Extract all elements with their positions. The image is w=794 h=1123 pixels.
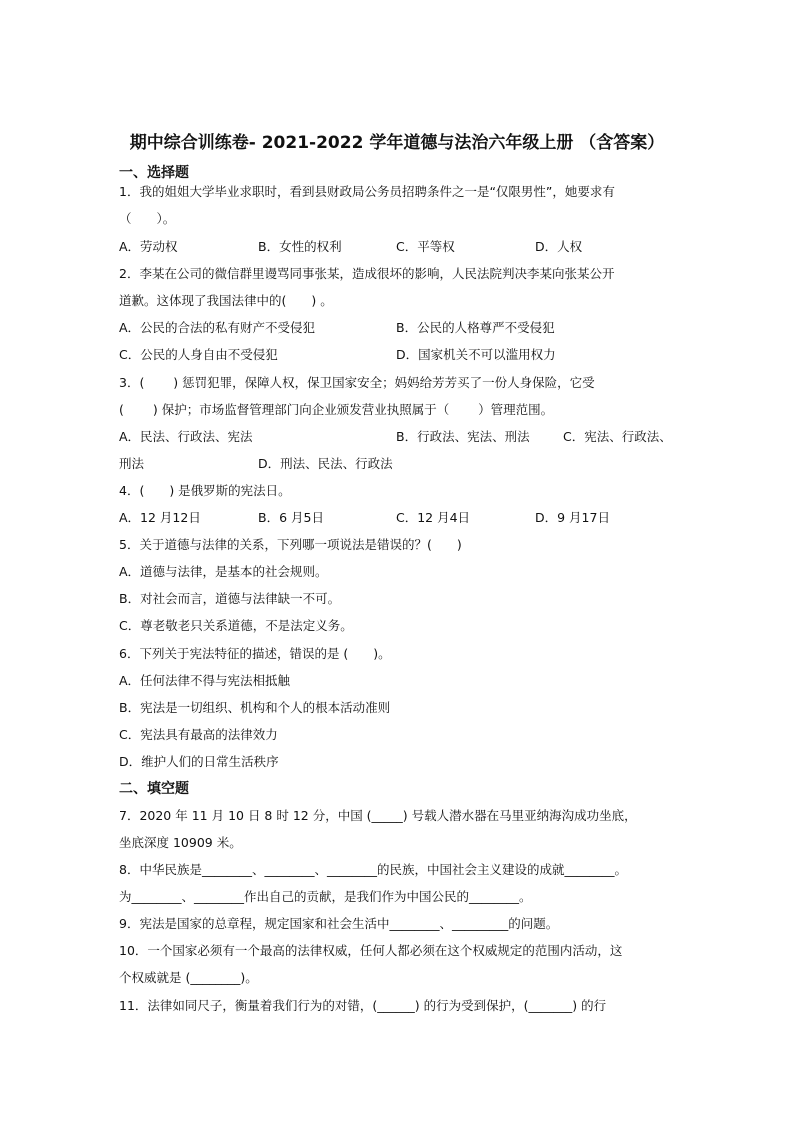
question-5-option-b: B．对社会而言，道德与法律缺一不可。 [119, 591, 341, 606]
question-2-option-d: D．国家机关不可以滥用权力 [396, 347, 556, 362]
question-3-option-d: D．刑法、民法、行政法 [258, 456, 393, 471]
question-10-line-1: 10．一个国家必须有一个最高的法律权威，任何人都必须在这个权威规定的范围内活动，这 [119, 943, 623, 958]
question-4-option-b: B．6 月5日 [258, 510, 324, 525]
question-4-option-c: C．12 月4日 [396, 510, 471, 525]
question-2-line-1: 2．李某在公司的微信群里谩骂同事张某，造成很坏的影响，人民法院判决李某向张某公开 [119, 266, 615, 281]
question-6-option-c: C．宪法具有最高的法律效力 [119, 727, 278, 742]
question-1-line-1: 1．我的姐姐大学毕业求职时，看到县财政局公务员招聘条件之一是“仅限男性”，她要求有 [119, 184, 615, 199]
question-3-option-a: A．民法、行政法、宪法 [119, 429, 253, 444]
question-2-option-b: B．公民的人格尊严不受侵犯 [396, 320, 555, 335]
question-9-line-1: 9．宪法是国家的总章程，规定国家和社会生活中________、_________的问题。 [119, 916, 559, 931]
question-8-line-1: 8．中华民族是________、________、________的民族，中国社会主义建设的成就________。 [119, 862, 627, 877]
question-8-line-2: 为________、________作出自己的贡献，是我们作为中国公民的________。 [119, 889, 532, 904]
section-fill-heading: 二、填空题 [119, 781, 189, 797]
question-5-option-c: C．尊老敬老只关系道德，不是法定义务。 [119, 618, 353, 633]
question-2-line-2: 道歉。这体现了我国法律中的( ) 。 [119, 293, 333, 308]
question-1-option-c: C．平等权 [396, 239, 455, 254]
question-1-option-d: D．人权 [535, 239, 583, 254]
exam-title: 期中综合训练卷- 2021-2022 学年道德与法治六年级上册 （含答案） [129, 133, 665, 153]
question-4-option-a: A．12 月12日 [119, 510, 201, 525]
question-1-line-2: （ ）。 [119, 211, 176, 226]
question-3-line-1: 3．( ) 惩罚犯罪，保障人权，保卫国家安全；妈妈给芳芳买了一份人身保险，它受 [119, 375, 595, 390]
question-3-line-2: ( ) 保护；市场监督管理部门向企业颁发营业执照属于（ ）管理范围。 [119, 402, 554, 417]
question-1-option-a: A．劳动权 [119, 239, 178, 254]
question-5-option-a: A．道德与法律，是基本的社会规则。 [119, 564, 328, 579]
question-7-line-1: 7．2020 年 11 月 10 日 8 时 12 分，中国 (_____) 号载人潜水器在马里亚纳海沟成功坐底， [119, 808, 637, 823]
question-6-line-1: 6．下列关于宪法特征的描述，错误的是 ( )。 [119, 646, 391, 661]
question-3-option-c-cont: 刑法 [119, 456, 145, 471]
question-4-option-d: D．9 月17日 [535, 510, 610, 525]
question-10-line-2: 个权威就是 (________)。 [119, 970, 258, 985]
question-3-option-c: C．宪法、行政法、 [563, 429, 672, 444]
question-4-line-1: 4．( ) 是俄罗斯的宪法日。 [119, 483, 291, 498]
question-1-option-b: B．女性的权利 [258, 239, 342, 254]
question-7-line-2: 坐底深度 10909 米。 [119, 835, 242, 850]
section-choice-heading: 一、选择题 [119, 165, 189, 181]
question-6-option-a: A．任何法律不得与宪法相抵触 [119, 673, 291, 688]
question-5-line-1: 5．关于道德与法律的关系，下列哪一项说法是错误的？( ) [119, 537, 462, 552]
question-6-option-b: B．宪法是一切组织、机构和个人的根本活动准则 [119, 700, 391, 715]
question-6-option-d: D．维护人们的日常生活秩序 [119, 754, 279, 769]
question-3-option-b: B．行政法、宪法、刑法 [396, 429, 530, 444]
question-11-line-1: 11．法律如同尺子，衡量着我们行为的对错，(______) 的行为受到保护，(_______) 的行 [119, 998, 607, 1013]
question-2-option-a: A．公民的合法的私有财产不受侵犯 [119, 320, 316, 335]
question-2-option-c: C．公民的人身自由不受侵犯 [119, 347, 278, 362]
